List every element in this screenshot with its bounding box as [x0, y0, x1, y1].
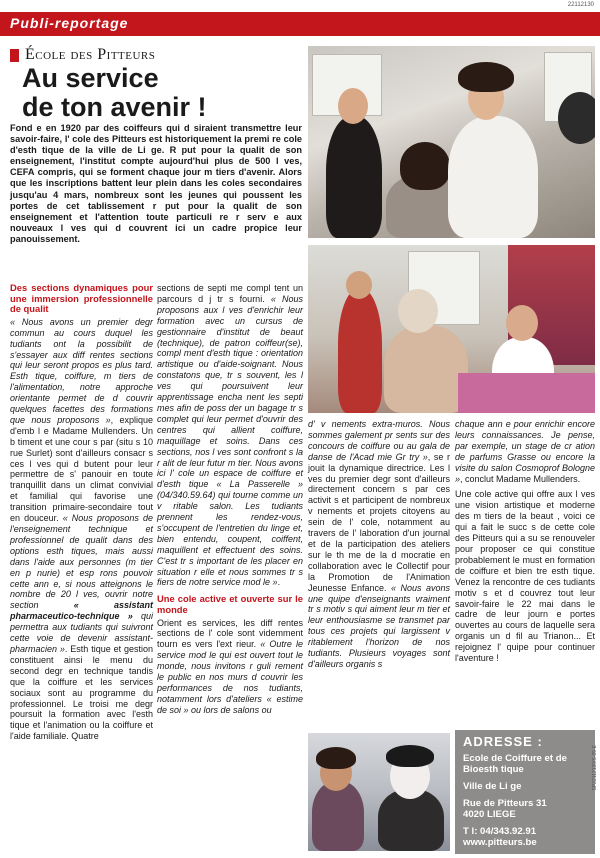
face-shape — [506, 305, 538, 341]
banner-label: Publi-reportage — [10, 15, 129, 31]
hair-shape — [386, 745, 434, 767]
client-hair-shape — [398, 289, 438, 333]
kicker-text: École des Pitteurs — [25, 46, 156, 63]
subhead-sections: Des sections dynamiques pour une immersion professionnelle de qualit — [10, 282, 153, 315]
address-box — [455, 730, 595, 854]
student-standing-shape — [338, 289, 382, 413]
column-1 — [10, 283, 153, 742]
quote-emphasis: « assistant pharmaceutico-technique » — [10, 600, 153, 622]
column-2 — [157, 283, 303, 716]
address-title: ADRESSE : — [463, 734, 543, 749]
phone: T l: 04/343.92.91 — [463, 826, 537, 837]
face-shape — [338, 88, 368, 124]
side-reference-code: SP22112130/S-35-E — [592, 745, 598, 791]
website-link[interactable]: www.pitteurs.be — [463, 837, 537, 848]
student-right-shape — [448, 116, 538, 238]
text: . — [277, 577, 281, 588]
quote: « Nous avons un premier degr commun au cours duquel les tudiants ont la possibilit de s'essayer aux diff rentes sections qui leur seront propos es plus tard. Esth tique, coiffure, m tiers de l'alimentation, notre approche orientante permet de d couvrir quelques facettes des formations que nous proposons » — [10, 316, 153, 425]
text: , explique d'emb l e Madame Mullenders. Un b timent et une cour s par (situ s 10 rue Surlet) sont d'ailleurs consacr s ces l ves qui d butent pour leur permettre de s' panouir en toute tranquillit dans un climat convivial et familial qui favorise une transition primaire-secondaire tout en douceur. — [10, 414, 153, 524]
kicker-marker — [10, 49, 19, 62]
text: . Esth tique et gestion constituent ainsi le menu du second degr en technique tandis que la coiffure et les services sociaux sont au programme du professionnel. Le troisi me degr poursuit la formation avec l'esth tique et l'animation ou la coiffure et l'aide familiale. Quatre — [10, 643, 153, 742]
quote: « Nous proposons aux l ves d'enrichir leur formation avec un cursus de gestionnaire d'institut de beaut (technique), de patron coiffeur(se), compl ment d'esth tique : orientation artistique ou d'aide-soignant. Nous constatons que, tr s souvent, les l ves qui poursuivent leur apprentissage encha nent les septi mes afin de poss der un bagage tr s complet qui leur permet d'ouvrir des centres qui allient coiffure, maquillage et soins. Dans ces sections, nos l ves sont confront s la r alit de leur futur m tier. Nous avons ici l' cole un espace de coiffure et d'esth tique « La Passerelle » (04/340.59.64) qui tourne comme un v ritable salon. Les tudiants prennent les rendez-vous, s'occupent de l'entretien du linge et, bien entendu, coupent, coiffent, maquillent et effectuent des soins. C'est tr s important de les placer en situation r elle et nous sommes tr s fiers de notre service mod le » — [157, 293, 303, 588]
paragraph — [10, 317, 153, 742]
address-body — [463, 753, 591, 848]
text: , conclut Madame Mullenders. — [460, 473, 581, 484]
quote: « Nous proposons de l'enseignement technique et professionnel de qualit dans des options esth tiques, mais aussi dans l'aide aux personnes (m tier en p nurie) et esp rons pouvoir cette ann e, si nous atteignons le nombre de 20 l ves, ouvrir notre section — [10, 513, 153, 611]
headline-line-1: Au service — [22, 63, 159, 93]
client-hair-shape — [400, 142, 450, 190]
student-shape — [312, 781, 364, 851]
quote: chaque ann e pour enrichir encore leurs connaissances. Je pense, par exemple, un stage de cr ation de parfums Grasse ou encore la visite du salon Cosmoprof Bologne » — [455, 419, 595, 484]
makeup-photo — [308, 733, 450, 851]
quote: « Nous avons une quipe d'enseignants vraiment tr s motiv s qui aiment leur m tier et leur enthousiasme se transmet par tous ces projets qui largissent v ritablement l'horizon de nos tudiants. Plusieurs voyages sont d'ailleurs organis s — [308, 582, 450, 669]
paragraph — [455, 419, 595, 484]
quote: qui permettra aux tudiants qui suivront cette voie de devenir assistant-pharmacien » — [10, 611, 154, 654]
hair-dryer-shape — [558, 92, 595, 144]
school-name: Ecole de Coiffure et de Bioesth tique — [463, 753, 567, 775]
headline-line-2: de ton avenir ! — [22, 92, 207, 122]
lead-paragraph: Fond e en 1920 par des coiffeurs qui d siraient transmettre leur savoir-faire, l' cole des Pitteurs est historiquement la premi re cole d'esth tique de la ville de Li ge. R put pour la qualit de son enseignement, l'institut compte aujourd'hui plus de 500 l ves, CEFA compris, qui se forment chaque jour m tiers d'avenir. Alors que les inscriptions battent leur plein dans les coles secondaires jusqu'au 4 mars, nombreux sont les jeunes qui poussent les portes de cet tablissement r put pour la qualit de son enseignement et l'attention toute particuli re r serv e aux nouveaux l ves qui d couvrent ici un cadre propice leur panouissement. — [10, 123, 302, 244]
column-3 — [308, 419, 450, 670]
text: Orient es services, les diff rentes sections de l' cole sont videmment tourn es vers l'ext rieur. — [157, 617, 303, 650]
client-shape — [384, 325, 468, 413]
text: , se r jouit la dynamique directrice. Les l ves du premier degr sont d'ailleurs directement concern s par ces activit s et participent de nombreux v nements et projets citoyens au sein de l' cole, notamment au travers de l' laboration d'un journal et de la participation des ateliers sur le th me de la d mocratie en collaboration avec le Collectif pour la Promotion de l'Animation Jeunesse Enfance. — [308, 451, 450, 593]
hair-shape — [316, 747, 356, 769]
subhead-active-school: Une cole active et ouverte sur le monde — [157, 593, 303, 615]
street: Rue de Pitteurs 31 — [463, 798, 547, 809]
paragraph — [157, 618, 303, 716]
banner-rule — [0, 34, 600, 36]
reference-code: 22112130 — [567, 2, 594, 8]
salon-photo — [308, 46, 595, 238]
paragraph: Une cole active qui offre aux l ves une vision artistique et moderne des m tiers de la beaut , voici ce qui a fait le succ s de cette cole des Pitteurs qui a su se renouveler pour proposer ce qui constitue probablement le must en formation de coiffure et bien tre esth tique. Venez la rencontre de ces tudiants motiv s et d couvrez tout leur savoir-faire le 22 mai dans le cadre de leur journ e portes ouvertes au cours de laquelle sera organis un d fil au Trianon... Et rejoignez l' quipe pour continuer l'aventure ! — [455, 489, 595, 664]
student-left-shape — [326, 116, 382, 238]
text: sections de septi me compl tent un parcours d j tr s fourni. — [157, 283, 303, 304]
city-label: Ville de Li ge — [463, 781, 522, 792]
section-banner — [0, 12, 600, 34]
face-shape — [346, 271, 372, 299]
manicure-photo — [308, 245, 595, 413]
kicker — [10, 45, 155, 65]
quote: d' v nements extra-muros. Nous sommes galement pr sents sur des concours de coiffure ou au gala de danse de l'Acad mie Gr try » — [308, 419, 450, 462]
quote: « Outre le service mod le qui est ouvert tout le monde, nous invitons r guli rement le public en nos murs d couvrir les performances de nos tudiants, notamment lors d'ateliers « estime de soi » ou lors de salons ou — [157, 639, 303, 715]
postal-code: 4020 LIEGE — [463, 809, 516, 820]
paragraph — [157, 283, 303, 588]
column-4 — [455, 419, 595, 664]
paragraph — [308, 419, 450, 670]
headline — [22, 64, 302, 122]
hair-shape — [458, 62, 514, 92]
table-shape — [458, 373, 595, 413]
